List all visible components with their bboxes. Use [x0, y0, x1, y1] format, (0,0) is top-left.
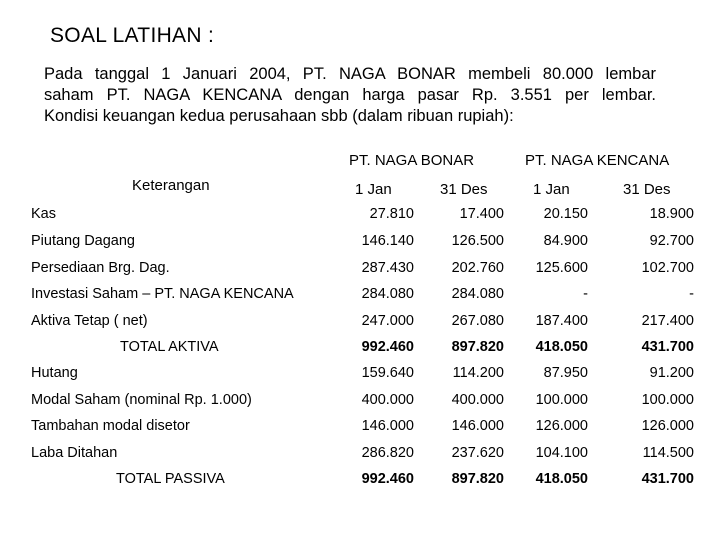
cell-value: 100.000 [641, 392, 694, 408]
table-row-tambahan-modal [0, 418, 720, 444]
cell-value: 17.400 [459, 206, 504, 222]
cell-value: 247.000 [361, 313, 414, 329]
row-label: Investasi Saham – PT. NAGA KENCANA [31, 286, 294, 302]
company-header-naga-kencana: PT. NAGA KENCANA [525, 152, 670, 169]
cell-value: 400.000 [451, 392, 504, 408]
intro-paragraph [44, 64, 656, 127]
row-label: Persediaan Brg. Dag. [31, 260, 170, 276]
period-header: 31 Des [623, 181, 671, 198]
cell-value: 286.820 [361, 445, 414, 461]
period-header: 31 Des [440, 181, 488, 198]
page-title: SOAL LATIHAN : [50, 24, 215, 47]
cell-value: 267.080 [451, 313, 504, 329]
cell-value: 146.000 [361, 418, 414, 434]
row-label: Aktiva Tetap ( net) [31, 313, 148, 329]
intro-line: Kondisi keuangan kedua perusahaan sbb (dalam ribuan rupiah): [44, 107, 514, 125]
cell-value: 92.700 [649, 233, 694, 249]
cell-value: 431.700 [641, 471, 694, 487]
cell-value: 114.500 [642, 445, 694, 461]
table-row-aktiva-tetap [0, 313, 720, 339]
cell-value: 431.700 [641, 339, 694, 355]
cell-value: 18.900 [649, 206, 694, 222]
cell-value: 159.640 [361, 365, 414, 381]
cell-value: 126.000 [641, 418, 694, 434]
cell-value: 284.080 [361, 286, 414, 302]
cell-value: 237.620 [451, 445, 504, 461]
cell-value: 287.430 [361, 260, 414, 276]
table-row-hutang [0, 365, 720, 391]
row-label: TOTAL AKTIVA [120, 339, 219, 355]
cell-value: 87.950 [543, 365, 588, 381]
cell-value: 91.200 [649, 365, 694, 381]
table-row-total-passiva [0, 471, 720, 497]
period-header: 1 Jan [355, 181, 392, 198]
cell-value: 187.400 [535, 313, 588, 329]
cell-value: - [583, 286, 588, 302]
table-row-total-aktiva [0, 339, 720, 365]
cell-value: - [689, 286, 694, 302]
row-label: Piutang Dagang [31, 233, 135, 249]
cell-value: 114.200 [452, 365, 504, 381]
cell-value: 400.000 [361, 392, 414, 408]
row-label: Modal Saham (nominal Rp. 1.000) [31, 392, 252, 408]
cell-value: 992.460 [361, 471, 414, 487]
table-row-kas [0, 206, 720, 232]
table-row-investasi [0, 286, 720, 312]
row-label: TOTAL PASSIVA [116, 471, 225, 487]
company-header-naga-bonar: PT. NAGA BONAR [349, 152, 475, 169]
label-column-header: Keterangan [132, 177, 210, 194]
table-row-persediaan [0, 260, 720, 286]
row-label: Laba Ditahan [31, 445, 118, 461]
cell-value: 284.080 [451, 286, 504, 302]
row-label: Hutang [31, 365, 78, 381]
cell-value: 202.760 [451, 260, 504, 276]
cell-value: 104.100 [535, 445, 588, 461]
row-label: Tambahan modal disetor [31, 418, 190, 434]
cell-value: 897.820 [451, 471, 504, 487]
table-row-modal-saham [0, 392, 720, 418]
cell-value: 217.400 [641, 313, 694, 329]
cell-value: 146.000 [451, 418, 504, 434]
cell-value: 418.050 [535, 471, 588, 487]
cell-value: 992.460 [361, 339, 414, 355]
cell-value: 125.600 [535, 260, 588, 276]
cell-value: 897.820 [451, 339, 504, 355]
cell-value: 27.810 [369, 206, 414, 222]
period-header: 1 Jan [533, 181, 570, 198]
table-row-piutang [0, 233, 720, 259]
cell-value: 100.000 [535, 392, 588, 408]
intro-line: Pada tanggal 1 Januari 2004, PT. NAGA BONAR membeli 80.000 lembar [44, 65, 656, 83]
intro-line: saham PT. NAGA KENCANA dengan harga pasar Rp. 3.551 per lembar. [44, 86, 656, 104]
cell-value: 126.500 [451, 233, 504, 249]
cell-value: 84.900 [543, 233, 588, 249]
cell-value: 418.050 [535, 339, 588, 355]
cell-value: 146.140 [361, 233, 414, 249]
cell-value: 126.000 [535, 418, 588, 434]
row-label: Kas [31, 206, 56, 222]
cell-value: 102.700 [641, 260, 694, 276]
table-row-laba-ditahan [0, 445, 720, 471]
cell-value: 20.150 [543, 206, 588, 222]
